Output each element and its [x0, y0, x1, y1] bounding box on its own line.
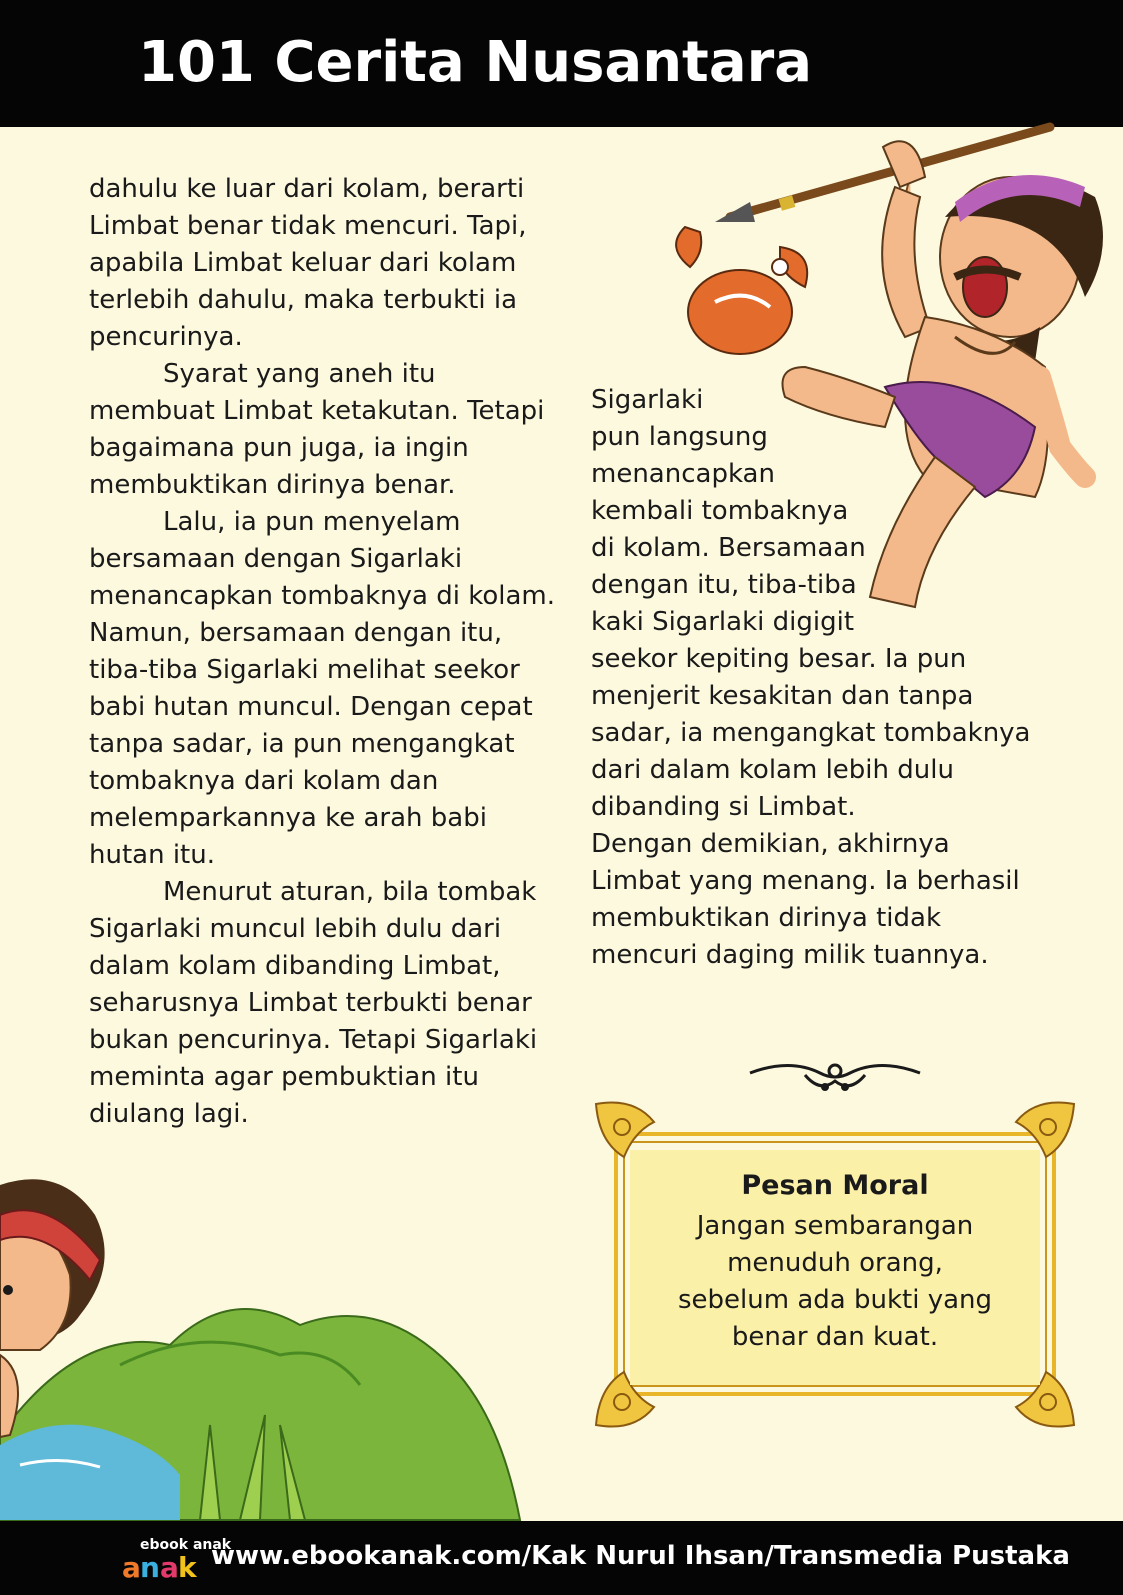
text-line: benar dan kuat.	[731, 1322, 939, 1352]
text-line: dibanding si Limbat.	[591, 792, 856, 822]
text-line: mencuri daging milik tuannya.	[591, 940, 989, 970]
text-line: di kolam. Bersamaan	[591, 533, 866, 563]
text-line: tombaknya dari kolam dan	[89, 766, 439, 796]
text-line: diulang lagi.	[89, 1099, 249, 1129]
text-line: pun langsung	[591, 422, 768, 452]
text-line: tiba-tiba Sigarlaki melihat seekor	[89, 655, 520, 685]
text-line: dari dalam kolam lebih dulu	[591, 755, 954, 785]
text-line: sadar, ia mengangkat tombaknya	[591, 718, 1031, 748]
text-line: sebelum ada bukti yang	[678, 1285, 992, 1315]
svg-text:k: k	[178, 1551, 197, 1584]
text-line: seekor kepiting besar. Ia pun	[591, 644, 967, 674]
text-line: Dengan demikian, akhirnya	[591, 829, 950, 859]
text-line: Namun, bersamaan dengan itu,	[89, 618, 503, 648]
text-line: Jangan sembarangan	[696, 1211, 974, 1241]
svg-text:n: n	[140, 1551, 160, 1584]
text-line: kaki Sigarlaki digigit	[591, 607, 855, 637]
text-line: terlebih dahulu, maka terbukti ia	[89, 285, 518, 315]
divider-ornament-icon	[745, 1053, 925, 1099]
text-line: dalam kolam dibanding Limbat,	[89, 951, 501, 981]
moral-message-box	[630, 1150, 1040, 1385]
text-line: meminta agar pembuktian itu	[89, 1062, 479, 1092]
moral-title: Pesan Moral	[741, 1170, 929, 1201]
text-line: seharusnya Limbat terbukti benar	[89, 988, 532, 1018]
text-line: dengan itu, tiba-tiba	[591, 570, 857, 600]
text-line: Sigarlaki muncul lebih dulu dari	[89, 914, 502, 944]
header-bar	[0, 0, 1123, 127]
footer-credit: www.ebookanak.com/Kak Nurul Ihsan/Transmedia Pustaka	[211, 1541, 1070, 1571]
ebookanak-logo-icon	[120, 1533, 232, 1584]
logo-text: ebook anak	[140, 1537, 232, 1553]
text-line: pencurinya.	[89, 322, 243, 352]
footer-bar	[0, 1521, 1123, 1595]
moral-text	[630, 1208, 1040, 1356]
text-line: melemparkannya ke arah babi	[89, 803, 487, 833]
text-line: membuktikan dirinya benar.	[89, 470, 456, 500]
left-column	[89, 171, 559, 1133]
paragraph-3	[89, 504, 559, 874]
book-title: 101 Cerita Nusantara	[138, 30, 813, 95]
text-line: menuduh orang,	[727, 1248, 943, 1278]
text-line: menjerit kesakitan dan tanpa	[591, 681, 974, 711]
text-line: Menurut aturan, bila tombak	[163, 877, 537, 907]
text-line: Limbat yang menang. Ia berhasil	[591, 866, 1020, 896]
text-line: Sigarlaki	[591, 385, 704, 415]
text-line: menancapkan	[591, 459, 775, 489]
svg-text:a: a	[122, 1551, 141, 1584]
text-line: Limbat benar tidak mencuri. Tapi,	[89, 211, 527, 241]
text-line: apabila Limbat keluar dari kolam	[89, 248, 517, 278]
text-line: Syarat yang aneh itu	[163, 359, 436, 389]
text-line: bagaimana pun juga, ia ingin	[89, 433, 469, 463]
text-line: dahulu ke luar dari kolam, berarti	[89, 174, 525, 204]
text-line: hutan itu.	[89, 840, 215, 870]
text-line: tanpa sadar, ia pun mengangkat	[89, 729, 515, 759]
text-line: Lalu, ia pun menyelam	[163, 507, 461, 537]
text-line: membuat Limbat ketakutan. Tetapi	[89, 396, 545, 426]
right-column	[591, 382, 1031, 974]
text-line: kembali tombaknya	[591, 496, 849, 526]
text-line: bukan pencurinya. Tetapi Sigarlaki	[89, 1025, 538, 1055]
paragraph-4	[89, 874, 559, 1133]
boy-pond-illustration	[0, 1175, 520, 1520]
text-line: bersamaan dengan Sigarlaki	[89, 544, 463, 574]
text-line: menancapkan tombaknya di kolam.	[89, 581, 555, 611]
svg-text:a: a	[160, 1551, 179, 1584]
text-line: babi hutan muncul. Dengan cepat	[89, 692, 533, 722]
paragraph-1	[89, 171, 559, 356]
paragraph-2	[89, 356, 559, 504]
text-line: membuktikan dirinya tidak	[591, 903, 941, 933]
